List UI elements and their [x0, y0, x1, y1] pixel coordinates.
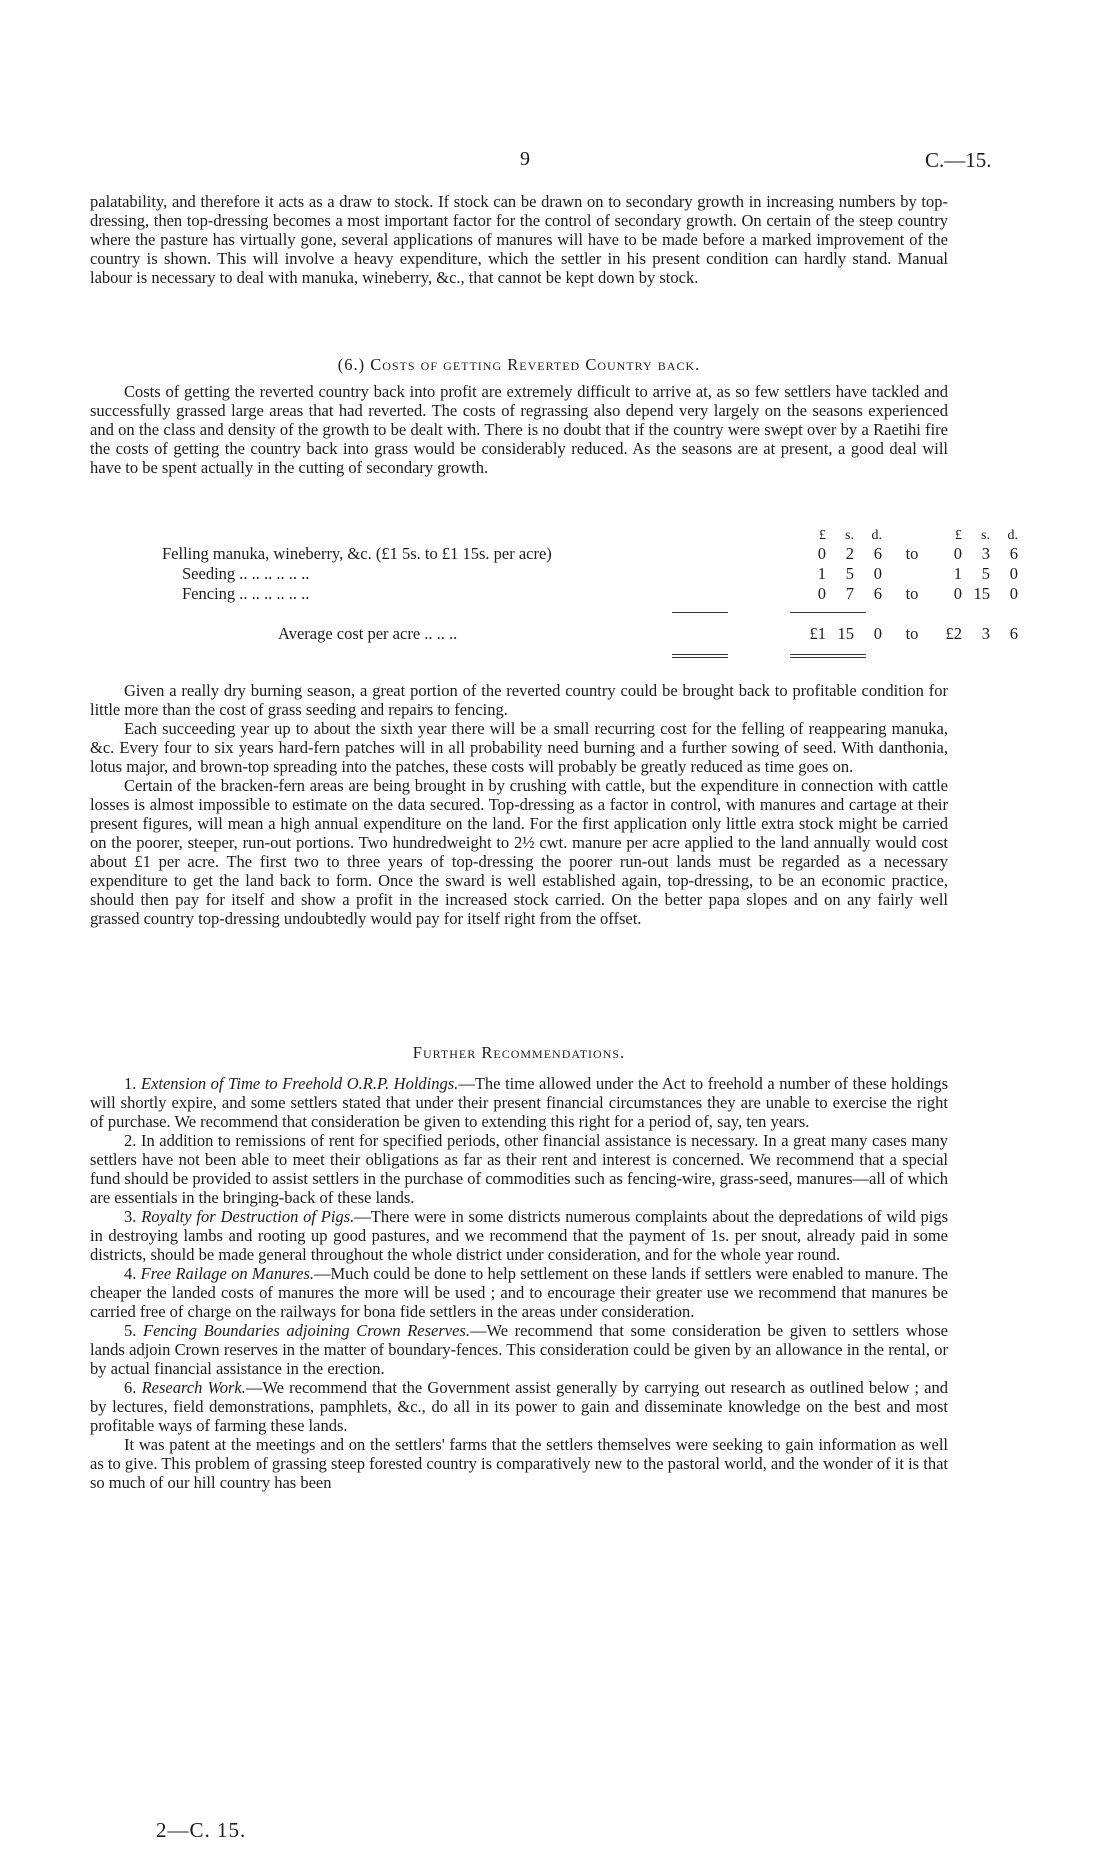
item-number: 4. [124, 1264, 141, 1283]
list-item [90, 1131, 948, 1207]
unit-label: d. [871, 528, 882, 543]
item-title: Research Work. [141, 1378, 246, 1397]
item-title: Fencing Boundaries adjoining Crown Reserves. [143, 1321, 470, 1340]
cost-value: 0 [953, 544, 962, 563]
cost-value: 0 [1009, 564, 1018, 583]
total-rule [790, 657, 866, 658]
costs-discussion [90, 681, 948, 928]
average-value: £1 [809, 624, 826, 643]
cost-item: Seeding .. .. .. .. .. .. [182, 564, 310, 583]
page-number: 9 [520, 148, 530, 170]
item-text: —We recommend that the Government assist generally by carrying out research as outlined below ; and by lectures, field demonstrations, pamphlets, &c., do all in its power to gain and disseminate knowledge on the best and most profitable ways of farming these lands. [90, 1378, 949, 1435]
cost-item: Felling manuka, wineberry, &c. (£1 5s. to £1 15s. per acre) [162, 544, 552, 563]
item-text: It was patent at the meetings and on the settlers' farms that the settlers themselves were seeking to gain information as well as to give. This problem of grassing steep forested country is comparatively new to the pastoral world, and the wonder of it is that so much of our hill country has been [90, 1435, 948, 1492]
cost-value: 0 [817, 544, 826, 563]
total-rule [790, 654, 866, 655]
average-label: Average cost per acre .. .. .. [278, 624, 458, 643]
cost-value: 1 [953, 564, 962, 583]
range-word: to [905, 624, 919, 643]
item-text: —The time allowed under the Act to freehold a number of these holdings will shortly expire, and some settlers stated that under their present financial circumstances they are unable to exercise the right of purchase. We recommend that consideration be given to extending this right for a period of, say, ten years. [90, 1074, 949, 1131]
unit-label: d. [1007, 528, 1018, 543]
paragraph-text: Certain of the bracken-fern areas are being brought in by crushing with cattle, but the expenditure in connection with cattle losses is almost impossible to estimate on the data secured. Top-dressing as a factor in control, with manures and cartage at their present figures, will mean a high annual expenditure on the land. For the first application only little extra stock might be carried on the poorer, steeper, run-out portions. Two hundredweight to 2½ cwt. manure per acre applied to the land annually would cost about £1 per acre. The first two to three years of top-dressing the poorer run-out lands must be regarded as a necessary expenditure to get the land back to form. Once the sward is well established again, top-dressing, to be an economic practice, should then pay for itself and show a profit in the increased stock carried. On the better papa slopes and on any fairly well grassed country top-dressing undoubtedly would pay for itself right from the offset. [90, 776, 948, 928]
item-title: Royalty for Destruction of Pigs. [141, 1207, 355, 1226]
item-text: —There were in some districts numerous complaints about the depredations of wild pigs in destroying lambs and rooting up good pastures, and we recommend that the payment of 1s. per snout, already paid in some districts, should be made general throughout the whole district under consideration, and for the whole year round. [90, 1207, 948, 1264]
sum-rule [672, 612, 728, 613]
average-value: 0 [873, 624, 882, 643]
cost-item: Fencing .. .. .. .. .. .. [182, 584, 310, 603]
paragraph-text: palatability, and therefore it acts as a draw to stock. If stock can be drawn on to secondary growth in increasing numbers by top-dressing, then top-dressing becomes a most important factor for the control of secondary growth. On certain of the steep country where the pasture has virtually gone, several applications of manures will have to be made before a marked improvement of the country is shown. This will involve a heavy expenditure, which the settler in his present condition can hardly stand. Manual labour is necessary to deal with manuka, wineberry, &c., that cannot be kept down by stock. [90, 192, 948, 287]
cost-value: 15 [973, 584, 990, 603]
document-reference: C.—15. [925, 148, 992, 172]
cost-value: 5 [845, 564, 854, 583]
total-rule [672, 657, 728, 658]
item-number: 1. [124, 1074, 141, 1093]
item-text: —We recommend that some consideration be given to settlers whose lands adjoin Crown reserves in the matter of boundary-fences. This consideration could be given by an allowance in the rental, or by actual financial assistance in the erection. [90, 1321, 948, 1378]
unit-label: s. [981, 528, 990, 543]
cost-value: 0 [873, 564, 882, 583]
item-number: 6. [124, 1378, 142, 1397]
cost-value: 6 [873, 544, 882, 563]
paragraph-text: Each succeeding year up to about the sixth year there will be a small recurring cost for the felling of reappearing manuka, &c. Every four to six years hard-fern patches will in all probability need burning and a further sowing of seed. With danthonia, lotus major, and brown-top spreading into the patches, these costs will probably be greatly reduced as time goes on. [90, 719, 948, 776]
cost-value: 6 [873, 584, 882, 603]
list-item [90, 1074, 948, 1131]
list-item [90, 1435, 948, 1492]
cost-value: 5 [981, 564, 990, 583]
cost-value: 3 [981, 544, 990, 563]
list-item [90, 1264, 948, 1321]
unit-label: s. [845, 528, 854, 543]
list-item [90, 1207, 948, 1264]
page-signature: 2—C. 15. [156, 1818, 247, 1842]
item-text: In addition to remissions of rent for specified periods, other financial assistance is necessary. In a great many cases many settlers have not been able to meet their obligations as far as their rent and interest is concerned. We recommend that a special fund should be provided to assist settlers in the purchase of commodities such as fencing-wire, grass-seed, manures—all of which are essentials in the bringing-back of these lands. [90, 1131, 948, 1207]
total-rule [672, 654, 728, 655]
costs-table [158, 525, 1022, 644]
table-row [158, 584, 1022, 604]
cost-value: 7 [845, 584, 854, 603]
average-value: £2 [945, 624, 962, 643]
cost-value: 1 [817, 564, 826, 583]
list-item [90, 1321, 948, 1378]
cost-value: 6 [1009, 544, 1018, 563]
item-number: 5. [124, 1321, 143, 1340]
table-row [158, 544, 1022, 564]
list-item [90, 1378, 948, 1435]
item-title: Free Railage on Manures. [140, 1264, 315, 1283]
cost-value: 2 [845, 544, 854, 563]
item-number: 3. [124, 1207, 142, 1226]
item-title: Extension of Time to Freehold O.R.P. Holdings. [141, 1074, 459, 1093]
item-number: 2. [124, 1131, 141, 1150]
table-total-row [158, 604, 1022, 644]
unit-label: £ [955, 528, 962, 543]
section-heading-recommendations: Further Recommendations. [412, 1043, 626, 1062]
continuation-paragraph [90, 192, 948, 287]
cost-value: 0 [817, 584, 826, 603]
costs-intro [90, 382, 948, 477]
table-header-row [158, 525, 1022, 544]
range-word [886, 564, 938, 584]
unit-label: £ [819, 528, 826, 543]
range-word: to [905, 544, 919, 563]
sum-rule [790, 612, 866, 613]
range-word: to [905, 584, 919, 603]
average-value: 15 [837, 624, 854, 643]
item-text: —Much could be done to help settlement on these lands if settlers were enabled to manure. The cheaper the landed costs of manures the more will be used ; and to encourage their greater use we recommend that manures be carried free of charge on the railways for bona fide settlers in the areas under consideration. [90, 1264, 948, 1321]
paragraph-text: Given a really dry burning season, a great portion of the reverted country could be brought back to profitable condition for little more than the cost of grass seeding and repairs to fencing. [90, 681, 948, 719]
section-heading-costs: (6.) Costs of getting Reverted Country back. [337, 355, 701, 374]
paragraph-text: Costs of getting the reverted country back into profit are extremely difficult to arrive at, as so few settlers have tackled and successfully grassed large areas that had reverted. The costs of regrassing also depend very largely on the seasons experienced and on the class and density of the growth to be dealt with. There is no doubt that if the country were swept over by a Raetihi fire the costs of getting the country back into grass would be considerably reduced. As the seasons are at present, a good deal will have to be spent actually in the cutting of secondary growth. [90, 382, 948, 477]
average-value: 3 [981, 624, 990, 643]
recommendations-list [90, 1074, 948, 1492]
table-row [158, 564, 1022, 584]
cost-value: 0 [953, 584, 962, 603]
cost-value: 0 [1009, 584, 1018, 603]
average-value: 6 [1009, 624, 1018, 643]
